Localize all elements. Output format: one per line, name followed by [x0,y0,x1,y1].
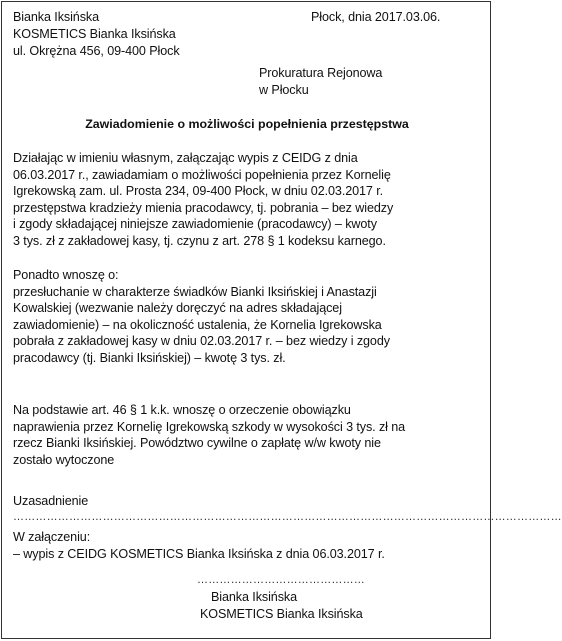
dotted-line: ………………………………………………………………………………………………………………………………… [13,511,562,523]
document-page [1,1,562,639]
recipient-line-2: w Płocku [259,83,309,97]
signature-name: Bianka Iksińska [211,590,297,604]
paragraph-line: zawiadomienie) – na okoliczność ustalenia, że Kornelia Igrekowska [13,317,382,332]
paragraph-line: 06.03.2017 r., zawiadamiam o możliwości popełnienia przez Kornelię [13,167,391,182]
attachment-item: – wypis z CEIDG KOSMETICS Bianka Iksińska z dnia 06.03.2017 r. [13,547,385,561]
paragraph-line: Kowalskiej (wezwanie należy doręczyć na adres składającej [13,301,342,315]
paragraph-line: 3 tys. zł z zakładowej kasy, tj. czynu z art. 278 § 1 kodeksu karnego. [13,233,386,248]
paragraph-line: zostało wytoczone [13,452,115,467]
sender-company: KOSMETICS Bianka Iksińska [13,27,176,41]
signature-dots: ……………………………………… [197,574,365,586]
paragraph-line: Działając w imieniu własnym, załączając wypis z CEIDG z dnia [13,151,358,165]
paragraph-line: Igrekowską zam. ul. Prosta 234, 09-400 Płock, w dniu 02.03.2017 r. [13,184,384,198]
sender-address: ul. Okrężna 456, 09-400 Płock [13,44,180,58]
paragraph-line: przestępstwa kradzieży mienia pracodawcy, tj. pobrania – bez wiedzy [13,200,394,215]
paragraph-2 [13,267,390,366]
sender-name: Bianka Iksińska [13,10,99,24]
paragraph-line: naprawienia przez Kornelię Igrekowską szkody w wysokości 3 tys. zł na [13,419,406,434]
paragraph-line: Na podstawie art. 46 § 1 k.k. wnoszę o orzeczenie obowiązku [13,403,351,417]
paragraph-line: pracodawcy (tj. Bianki Iksińskiej) – kwotę 3 tys. zł. [13,350,286,365]
attachments-label: W załączeniu: [13,530,91,544]
paragraph-line: Ponadto wnoszę o: [13,268,119,282]
document-title: Zawiadomienie o możliwości popełnienia przestępstwa [85,117,409,131]
signature-company: KOSMETICS Bianka Iksińska [200,607,363,621]
paragraph-3 [13,402,405,468]
paragraph-line: rzecz Bianki Iksińskiej. Powództwo cywilne o zapłatę w/w kwoty nie [13,436,381,450]
paragraph-line: pobrała z zakładowej kasy w dniu 02.03.2017 r. – bez wiedzy i zgody [13,334,390,348]
paragraph-line: przesłuchanie w charakterze świadków Bianki Iksińskiej i Anastazji [13,284,377,299]
paragraph-line: i zgody składającej niniejsze zawiadomienie (pracodawcy) – kwoty [13,217,377,231]
paragraph-1 [13,150,393,249]
recipient-line-1: Prokuratura Rejonowa [259,66,383,80]
justification-label: Uzasadnienie [13,494,89,508]
place-date: Płock, dnia 2017.03.06. [311,10,441,24]
